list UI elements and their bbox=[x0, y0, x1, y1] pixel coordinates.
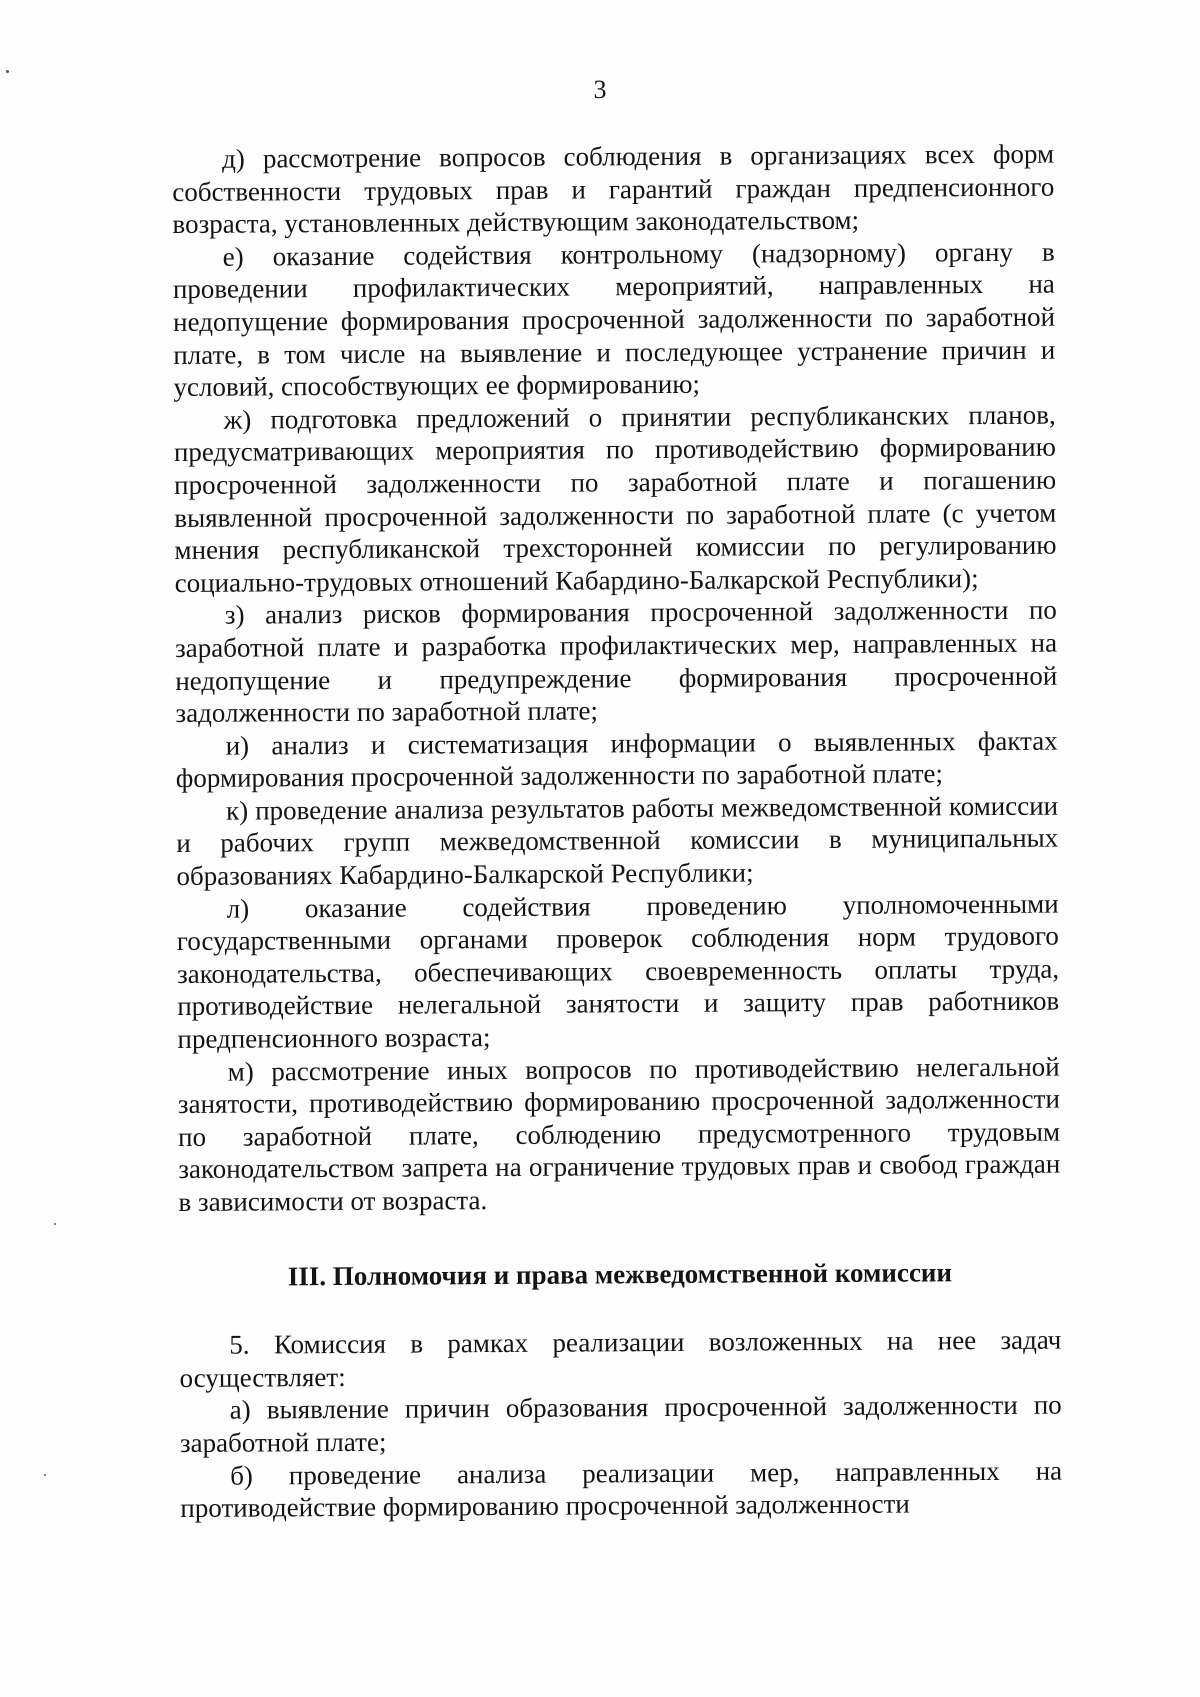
paragraph-m: м) рассмотрение иных вопросов по противодействию нелегальной занятости, противодействию формированию просроченной задолженности по заработной плате, соблюдению предусмотренного трудовым законодательством запрета на ограничение трудовых прав и свобод граждан в зависимости от возраста. bbox=[177, 1051, 1061, 1217]
paragraph-k: к) проведение анализа результатов работы межведомственной комиссии и рабочих групп межведомственной комиссии в муниципальных образованиях Кабардино-Балкарской Республики; bbox=[176, 790, 1059, 892]
paragraph-b: б) проведение анализа реализации мер, направленных на противодействие формированию просроченной задолженности bbox=[180, 1455, 1063, 1524]
paragraph-z: з) анализ рисков формирования просроченной задолженности по заработной плате и разработка профилактических мер, направленных на недопущение и предупреждение формирования просроченной задолженности по заработной плате; bbox=[174, 594, 1058, 729]
page-number: 3 bbox=[593, 75, 607, 104]
paragraph-zh: ж) подготовка предложений о принятии республиканских планов, предусматривающих мероприятия по противодействию формированию просроченной задолженности по заработной плате и погашению выявленной просроченной задолженности по заработной плате (с учетом мнения республиканской трехсторонней комиссии по регулированию социально-трудовых отношений Кабардино-Балкарской Республики); bbox=[173, 399, 1057, 598]
paragraph-5: 5. Комиссия в рамках реализации возложенных на нее задач осуществляет: bbox=[179, 1324, 1062, 1393]
section-heading: III. Полномочия и права межведомственной комиссии bbox=[287, 1256, 953, 1291]
paragraph-a: а) выявление причин образования просроченной задолженности по заработной плате; bbox=[179, 1389, 1062, 1458]
paragraph-l: л) оказание содействия проведению уполномоченными государственными органами проверок соблюдения норм трудового законодательства, обеспечивающих своевременность оплаты труда, противодействие нелегальной занятости и защиту прав работников предпенсионного возраста; bbox=[176, 888, 1060, 1055]
scan-speck bbox=[54, 1223, 56, 1225]
paragraph-e: е) оказание содействия контрольному (надзорному) органу в проведении профилактических мероприятий, направленных на недопущение формирования просроченной задолженности по заработной плате, в том числе на выявление и последующее устранение причин и условий, способствующих ее формированию; bbox=[172, 236, 1056, 403]
paragraph-i: и) анализ и систематизация информации о выявленных фактах формирования просроченной задолженности по заработной плате; bbox=[175, 725, 1058, 794]
scan-speck bbox=[44, 1474, 46, 1476]
paragraph-d: д) рассмотрение вопросов соблюдения в организациях всех форм собственности трудовых прав и гарантий граждан предпенсионного возраста, установленных действующим законодательством; bbox=[172, 138, 1055, 240]
document-body bbox=[172, 138, 1062, 1525]
scan-speck bbox=[6, 70, 9, 73]
